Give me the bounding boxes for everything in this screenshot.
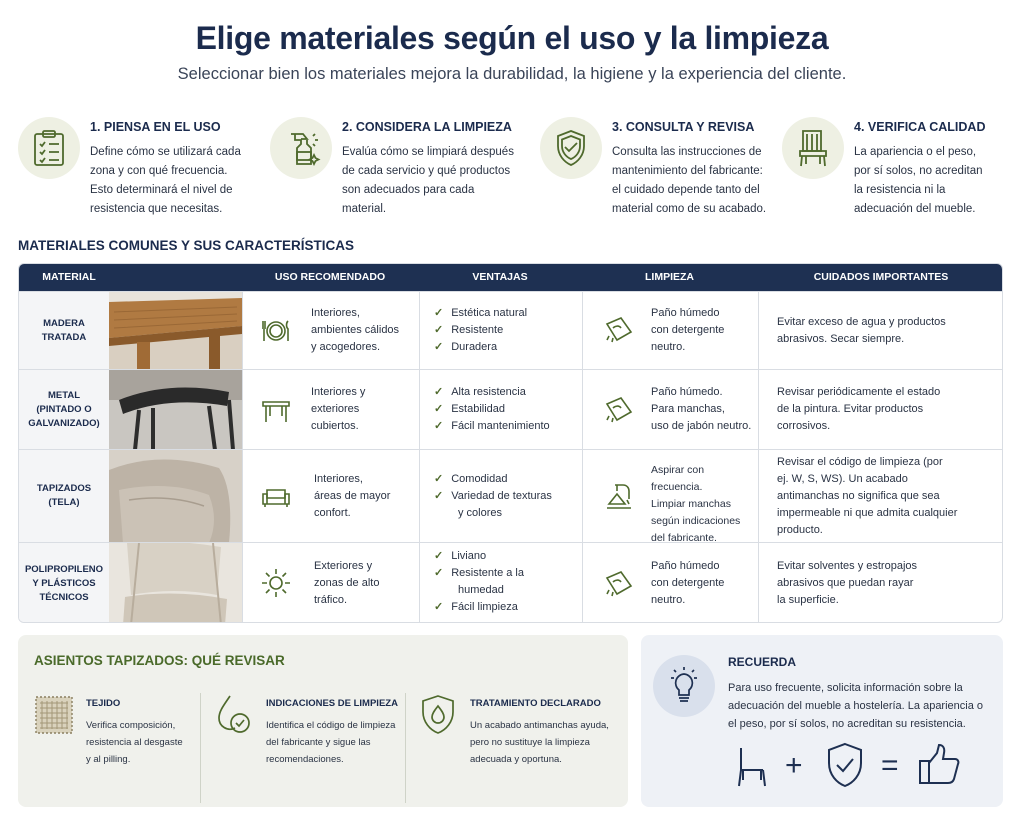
cloth-wipe-icon xyxy=(603,394,635,426)
header-use: USO RECOMENDADO xyxy=(274,271,386,283)
cleaning-text: Paño húmedo con detergente neutro. xyxy=(651,560,725,606)
upholstery-item: TRATAMIENTO DECLARADO Un acabado antimanchas ayuda, pero no sustituye la limpieza adecuada y oportuna. xyxy=(418,693,623,793)
materials-table xyxy=(18,263,1003,623)
step-title: 3. CONSULTA Y REVISA xyxy=(612,120,755,134)
clipboard-checklist-icon xyxy=(18,117,80,179)
table-header xyxy=(19,264,1003,291)
step-text: Consulta las instrucciones de mantenimiento del fabricante: el cuidado depende tanto del material como de su acabado. xyxy=(612,146,767,215)
care-text: Evitar exceso de agua y productos abrasivos. Secar siempre. xyxy=(777,316,946,345)
advantages-list: ✓ Estética natural ✓ Resistente ✓ Duradera xyxy=(434,307,528,353)
step-1 xyxy=(18,115,258,225)
upholstery-item: TEJIDO Verifica composición, resistencia al desgaste y al pilling. xyxy=(34,693,209,793)
table-row xyxy=(19,449,1003,542)
cloth-wipe-icon xyxy=(603,568,635,600)
upholstered-chair-photo xyxy=(109,450,242,542)
step-text: Define cómo se utilizará cada zona y con qué frecuencia. Esto determinará el nivel de resistencia que necesitas. xyxy=(90,146,241,215)
fabric-swatch-icon xyxy=(34,695,74,740)
material-name: POLIPROPILENO Y PLÁSTICOS TÉCNICOS xyxy=(19,543,109,623)
steps-row xyxy=(18,115,1006,225)
advantages-list: ✓ Comodidad ✓ Variedad de texturas y colores xyxy=(434,473,552,519)
header-advantages: VENTAJAS xyxy=(472,271,528,283)
page-subtitle: Seleccionar bien los materiales mejora la durabilidad, la higiene y la experiencia del cliente. xyxy=(177,65,847,83)
plate-cutlery-icon xyxy=(260,315,292,347)
cleaning-text: Paño húmedo. Para manchas, uso de jabón neutro. xyxy=(651,386,752,432)
equals-sign: = xyxy=(881,749,899,782)
use-text: Exteriores y zonas de alto tráfico. xyxy=(314,560,380,606)
thumbs-up-icon xyxy=(917,741,963,792)
sun-icon xyxy=(260,567,292,599)
lightbulb-icon xyxy=(653,655,715,717)
materials-section-title: MATERIALES COMUNES Y SUS CARACTERÍSTICAS xyxy=(18,238,355,253)
material-name: METAL (PINTADO O GALVANIZADO) xyxy=(19,370,109,449)
advantages-list: ✓ Alta resistencia ✓ Estabilidad ✓ Fácil mantenimiento xyxy=(434,386,550,432)
advantages-list: ✓ Liviano ✓ Resistente a la humedad ✓ Fácil limpieza xyxy=(434,550,524,613)
sofa-icon xyxy=(260,480,292,512)
upholstery-checklist-panel xyxy=(18,635,628,807)
care-text: Revisar el código de limpieza (por ej. W, S, WS). Un acabado antimanchas no significa que sea impermeable ni que admita cualquier producto. xyxy=(777,456,958,536)
step-4 xyxy=(782,115,1007,225)
table-row xyxy=(19,291,1003,369)
step-title: 1. PIENSA EN EL USO xyxy=(90,120,221,134)
material-name: TAPIZADOS (TELA) xyxy=(19,450,109,542)
use-text: Interiores, ambientes cálidos y acogedores. xyxy=(311,307,400,353)
step-text: La apariencia o el peso, por sí solos, no acreditan la resistencia ni la adecuación del mueble. xyxy=(854,146,983,215)
plus-sign: + xyxy=(785,749,803,782)
divider xyxy=(405,693,406,803)
shield-check-icon xyxy=(824,741,866,794)
table-row xyxy=(19,369,1003,449)
metal-chair-photo xyxy=(109,370,242,449)
spray-bottle-icon xyxy=(270,117,332,179)
use-text: Interiores, áreas de mayor confort. xyxy=(314,473,391,519)
header-care: CUIDADOS IMPORTANTES xyxy=(813,271,949,283)
step-2 xyxy=(270,115,530,225)
cleaning-text: Paño húmedo con detergente neutro. xyxy=(651,307,725,353)
upholstery-item: INDICACIONES DE LIMPIEZA Identifica el código de limpieza del fabricante y sigue las recomendaciones. xyxy=(214,693,414,793)
reminder-panel xyxy=(641,635,1003,807)
wood-table-photo xyxy=(109,292,242,369)
step-text: Evalúa cómo se limpiará después de cada servicio y qué productos son adecuados para cada material. xyxy=(342,146,514,215)
vacuum-icon xyxy=(603,480,635,512)
table-icon xyxy=(260,394,292,426)
divider xyxy=(200,693,201,803)
use-text: Interiores y exteriores cubiertos. xyxy=(311,386,366,432)
water-drop-check-icon xyxy=(214,693,254,742)
care-text: Evitar solventes y estropajos abrasivos que puedan rayar la superficie. xyxy=(777,560,918,606)
chair-icon xyxy=(733,745,769,794)
step-3 xyxy=(540,115,780,225)
chair-icon xyxy=(782,117,844,179)
material-name: MADERA TRATADA xyxy=(19,292,109,369)
step-title: 2. CONSIDERA LA LIMPIEZA xyxy=(342,120,512,134)
shield-drop-icon xyxy=(418,693,458,742)
reminder-text: Para uso frecuente, solicita información sobre la adecuación del mueble a hostelería. La apariencia o el peso, por sí solos, no acreditan su resistencia. xyxy=(728,682,984,730)
care-text: Revisar periódicamente el estado de la pintura. Evitar productos corrosivos. xyxy=(777,386,941,432)
page-title: Elige materiales según el uso y la limpieza xyxy=(195,20,829,56)
table-row xyxy=(19,542,1003,623)
step-title: 4. VERIFICA CALIDAD xyxy=(854,120,986,134)
header-cleaning: LIMPIEZA xyxy=(645,271,694,283)
upholstery-panel-title: ASIENTOS TAPIZADOS: QUÉ REVISAR xyxy=(34,653,285,668)
cloth-wipe-icon xyxy=(603,314,635,346)
plastic-chair-photo xyxy=(109,543,242,623)
reminder-title: RECUERDA xyxy=(728,655,797,669)
header-material: MATERIAL xyxy=(42,271,96,283)
shield-check-icon xyxy=(540,117,602,179)
cleaning-text: Aspirar con frecuencia. Limpiar manchas según indicaciones del fabricante. xyxy=(651,464,741,544)
